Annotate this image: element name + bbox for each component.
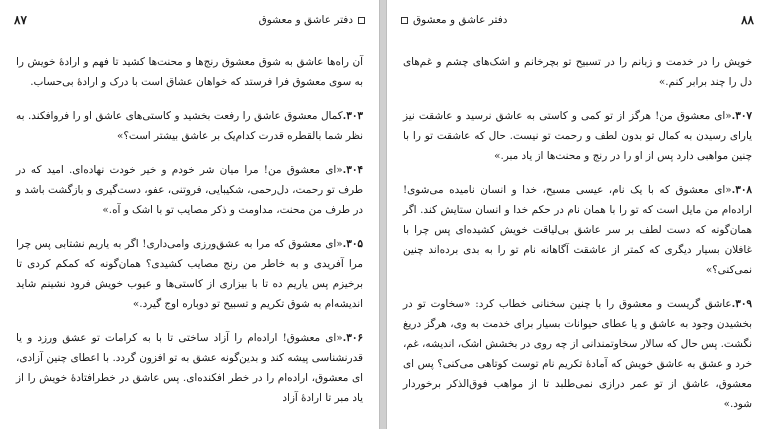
paragraph	[16, 160, 363, 220]
left-page	[0, 0, 380, 429]
paragraph-text: «ای معشوق من! مرا میان شر خودم و خیر خودت نهاده‌ای. امید که در طرف تو رحمت، دل‌رحمی، شکیبایی، فروتنی، عفو، دست‌گیری و بازگشت باشد و در طرف من محنت، مداومت و ذکر مصایب تو با اشک و آه.»	[16, 164, 363, 216]
paragraph-number: ۳۰۴.	[342, 164, 363, 176]
right-page-body	[403, 52, 752, 428]
paragraph	[16, 328, 363, 408]
right-header-title: دفتر عاشق و معشوق	[413, 14, 508, 26]
paragraph	[16, 234, 363, 314]
right-page-header	[401, 12, 754, 28]
paragraph-number: ۳۰۳.	[342, 110, 363, 122]
paragraph	[403, 180, 752, 280]
paragraph-number: ۳۰۵.	[342, 238, 363, 250]
paragraph	[403, 294, 752, 414]
paragraph-text: «ای معشوق! اراده‌ام را آزاد ساختی تا با به کرامات تو عشق ورزد و یا قدرنشناسی پیشه کند و بدین‌گونه عشق به تو افزون گردد. با اعطای چنین آزادی، ای معشوق، اراده‌ام را در خطر افکنده‌ای. پس عاشق در خطرافتادهٔ خویش را از یاد مبر تا ارادهٔ آزاد	[16, 332, 363, 404]
left-header-title-group	[259, 14, 365, 26]
header-square-icon	[358, 17, 365, 24]
paragraph-text: «ای معشوق که مرا به عشق‌ورزی وامی‌داری! اگر به یاریم نشتابی پس چرا مرا آفریدی و به خاطر من رنج مصایب کشیدی؟ همان‌گونه که کمکم کردی تا برخیزم پس یاریم ده تا با بیزاری از کاستی‌ها و عیوب خویش فرود نشینم شاید اندیشه‌ام به شوق تکریم و تسبیح تو دوباره اوج گیرد.»	[16, 238, 363, 310]
paragraph	[403, 52, 752, 92]
paragraph-text: آن راه‌ها عاشق به شوق معشوق رنج‌ها و محنت‌ها کشید تا فهم و ارادهٔ خویش را به سوی معشوق فرا فرستد که خواهان عشاق است با درک و ارادهٔ بی‌حساب.	[16, 56, 363, 88]
left-page-header	[14, 12, 365, 28]
paragraph-number: ۳۰۷.	[731, 110, 752, 122]
paragraph-text: «ای معشوق من! هرگز از تو کمی و کاستی به عاشق نرسید و عاشقت نیز یارای رسیدن به کمال تو بدون لطف و رحمت تو نیست. حال که عاشقت تو را با چنین مواهبی دارد پس از او را در رنج و محنت‌ها از یاد مبر.»	[403, 110, 752, 162]
right-page	[386, 0, 768, 429]
left-page-number: ۸۷	[14, 13, 27, 27]
paragraph-number: ۳۰۸.	[731, 184, 752, 196]
paragraph-number: ۳۰۹.	[731, 298, 752, 310]
paragraph	[403, 106, 752, 166]
paragraph	[16, 52, 363, 92]
paragraph	[16, 106, 363, 146]
header-square-icon	[401, 17, 408, 24]
left-page-body	[16, 52, 363, 422]
paragraph-number: ۳۰۶.	[342, 332, 363, 344]
paragraph-text: «ای معشوق که با یک نام، عیسی مسیح، خدا و انسان نامیده می‌شوی! اراده‌ام من مایل است که تو را با همان نام در حکم خدا و انسان ستایش کند. اگر همان‌گونه که دست لطف بر سر عاشق بی‌لیاقت خویش کشیده‌ای پس چرا با غافلان بسیار دیگری که کمتر از عاشقت آگاهانه نام تو را به بدی برده‌اند چنین نمی‌کنی؟»	[403, 184, 752, 276]
right-page-number: ۸۸	[741, 13, 754, 27]
paragraph-text: خویش را در خدمت و زبانم را در تسبیح تو بچرخانم و اشک‌های چشم و غم‌های دل را چند برابر کنم.»	[403, 56, 752, 88]
paragraph-text: کمال معشوق عاشق را رفعت بخشید و کاستی‌های عاشق او را فروافکند. به نظر شما بالقطره قدرت کدام‌یک بر عاشق بیشتر است؟»	[16, 110, 363, 142]
paragraph-text: عاشق گریست و معشوق را با چنین سخنانی خطاب کرد: «سخاوت تو در بخشیدن وجود به عاشق و یا عطای حیوانات بسیار برای خدمت به وی، هرگز دریغ نگشت. پس حال که سالار سخاوتمندانی از چه روی در بخشش اشک، اندیشه، غم، خرد و عشق به عاشق خویش که آمادهٔ تکریم نام توست کوتاهی می‌کنی؟ پس ای معشوق، عاشق از تو عمر درازی نمی‌طلبد تا از مواهب فوق‌الذکر برخوردار شود.»	[403, 298, 752, 410]
left-header-title: دفتر عاشق و معشوق	[258, 14, 353, 26]
right-header-title-group	[401, 14, 507, 26]
